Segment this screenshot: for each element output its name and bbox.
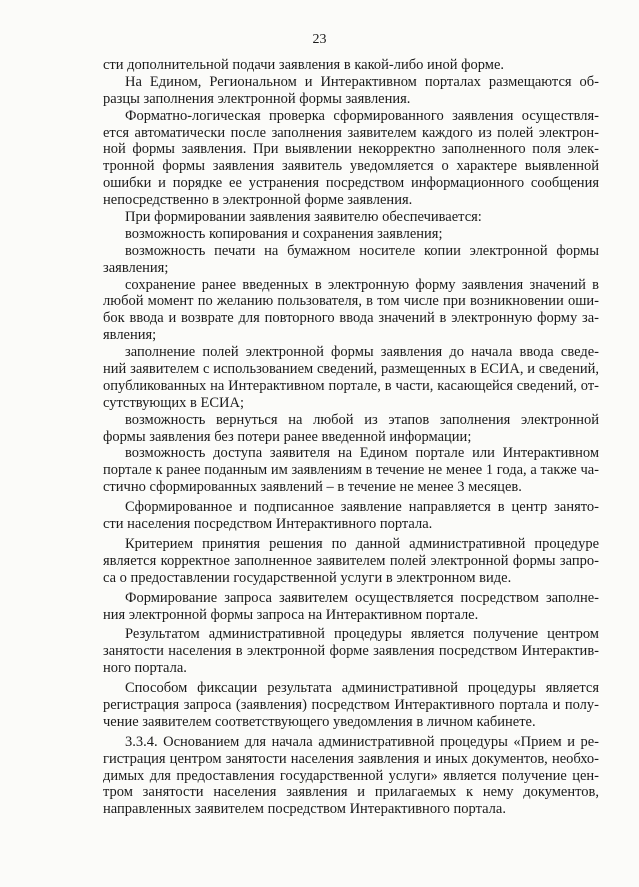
text-line: бок ввода и возврате для повторного ввода значений в электронную форму за- xyxy=(103,310,599,327)
text-line: явления; xyxy=(103,327,157,344)
text-line: ний заявителем с использованием сведений, размещенных в ЕСИА, и сведений, xyxy=(103,361,599,378)
text-line: При формировании заявления заявителю обеспечивается: xyxy=(125,209,482,226)
text-line: является корректное заполненное заявителем полей электронной формы запро- xyxy=(103,552,599,569)
page-number: 23 xyxy=(312,32,327,47)
text-line: ния электронной формы запроса на Интерактивном портале. xyxy=(103,606,479,623)
text-line: заполнение полей электронной формы заявления до начала ввода сведе- xyxy=(125,344,599,361)
text-line: са о предоставлении государственной услуги в электронном виде. xyxy=(103,569,512,586)
text-line: формы заявления без потери ранее введенной информации; xyxy=(103,428,472,445)
text-line: возможность копирования и сохранения заявления; xyxy=(125,225,443,242)
text-line: чение заявителем соответствующего уведомления в личном кабинете. xyxy=(103,713,536,730)
text-line: заявления; xyxy=(103,259,169,276)
text-line: Критерием принятия решения по данной административной процедуре xyxy=(125,535,599,552)
text-line: тром занятости населения заявления и прилагаемых к нему документов, xyxy=(103,784,599,801)
text-line: тронной формы заявления заявитель уведомляется о характере выявленной xyxy=(103,158,599,175)
text-line: стично сформированных заявлений – в течение не менее 3 месяцев. xyxy=(103,479,522,496)
text-line: 3.3.4. Основанием для начала административной процедуры «Прием и ре- xyxy=(125,733,599,750)
text-line: На Едином, Региональном и Интерактивном порталах размещаются об- xyxy=(125,73,599,90)
text-line: сти населения посредством Интерактивного портала. xyxy=(103,516,433,533)
text-line: занятости населения в электронной форме заявления посредством Интерактив- xyxy=(103,643,599,660)
text-line: димых для предоставления государственной услуги» является получение цен- xyxy=(103,767,599,784)
text-line: разцы заполнения электронной формы заявления. xyxy=(103,90,411,107)
text-line: портале к ранее поданным им заявлениям в течение не менее 1 года, а также ча- xyxy=(103,462,599,479)
text-line: любой момент по желанию пользователя, в том числе при возникновении оши- xyxy=(103,293,599,310)
text-line: возможность доступа заявителя на Едином портале или Интерактивном xyxy=(125,445,599,462)
text-line: Результатом административной процедуры является получение центром xyxy=(125,626,599,643)
text-line: направленных заявителем посредством Интерактивного портала. xyxy=(103,801,506,818)
text-line: непосредственно в электронной форме заявления. xyxy=(103,192,413,209)
text-line: ошибки и порядке ее устранения посредством информационного сообщения xyxy=(103,175,599,192)
text-line: сохранение ранее введенных в электронную форму заявления значений в xyxy=(125,276,599,293)
text-line: сутствующих в ЕСИА; xyxy=(103,394,244,411)
text-line: сти дополнительной подачи заявления в какой-либо иной форме. xyxy=(103,57,505,73)
text-line: Формирование запроса заявителем осуществляется посредством заполне- xyxy=(125,589,599,606)
text-line: регистрация запроса (заявления) посредством Интерактивного портала и полу- xyxy=(103,696,599,713)
text-line: возможность печати на бумажном носителе копии электронной формы xyxy=(125,242,599,259)
text-line: опубликованных на Интерактивном портале, в части, касающейся сведений, от- xyxy=(103,377,599,394)
text-line: Форматно-логическая проверка сформированного заявления осуществля- xyxy=(125,107,599,124)
text-line: Способом фиксации результата административной процедуры является xyxy=(125,680,599,697)
body-text xyxy=(103,57,599,818)
text-line: возможность вернуться на любой из этапов заполнения электронной xyxy=(125,411,599,428)
text-line: ной формы заявления. При выявлении некорректно заполненного поля элек- xyxy=(103,141,599,158)
text-line: ного портала. xyxy=(103,660,187,677)
text-line: гистрация центром занятости населения заявления и иных документов, необхо- xyxy=(103,750,599,767)
text-line: Сформированное и подписанное заявление направляется в центр занято- xyxy=(125,499,599,516)
text-line: ется автоматически после заполнения заявителем каждого из полей электрон- xyxy=(103,124,599,141)
